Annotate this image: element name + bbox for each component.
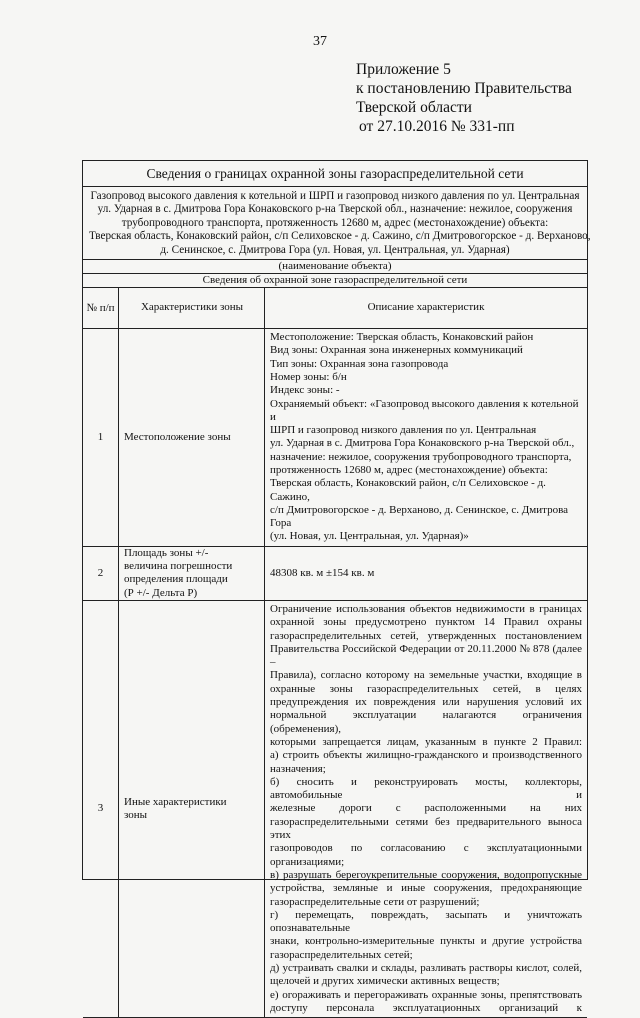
description-line: Местоположение: Тверская область, Конаковский район — [270, 331, 534, 344]
description-line: охранной зоны предусмотрено пунктом 14 Правил охраны — [270, 616, 582, 629]
characteristic-line: Иные характеристики — [124, 795, 227, 808]
description-line: Тверская область, Конаковский район, с/п Селиховское - д. Сажино, — [270, 477, 546, 503]
description-line: Правила), согласно которому на земельные участки, входящие в — [270, 669, 582, 682]
characteristic-line: зоны — [124, 809, 148, 822]
description-line: назначения; — [270, 762, 326, 775]
description-line: (ул. Новая, ул. Центральная, ул. Ударная)» — [270, 530, 469, 543]
description-line: организациями; — [270, 855, 345, 868]
object-note: (наименование объекта) — [83, 260, 587, 274]
table-row — [83, 600, 587, 1017]
description-line: охранные зоны газораспределительных сетей, в целях — [270, 682, 582, 695]
description-line: Охраняемый объект: «Газопровод высокого давления к котельной и — [270, 397, 579, 423]
row-characteristic: Местоположение зоны — [119, 329, 265, 547]
appendix-line: от 27.10.2016 № 331-пп — [359, 118, 515, 135]
description-line: газораспределительных сетей; — [270, 948, 413, 961]
characteristic-line: (Р +/- Дельта Р) — [124, 586, 198, 599]
description-line: знаки, контрольно-измерительные пункты и другие устройства — [270, 935, 582, 948]
row-num: 3 — [83, 600, 119, 1017]
description-line: ул. Ударная в с. Дмитрова Гора Конаковского р-на Тверской обл., — [270, 437, 575, 450]
description-line: устройства, земляные и иные сооружения, предохраняющие — [270, 882, 582, 895]
description-line: Вид зоны: Охранная зона инженерных коммуникаций — [270, 344, 523, 357]
description-line: Тип зоны: Охранная зона газопровода — [270, 357, 449, 370]
object-line: д. Сенинское, с. Дмитрова Гора (ул. Новая, ул. Центральная, ул. Ударная) — [160, 243, 510, 256]
row-num: 1 — [83, 329, 119, 547]
row-characteristic — [119, 546, 265, 600]
header-characteristic: Характеристики зоны — [119, 288, 265, 329]
header-num: № п/п — [83, 288, 119, 329]
description-line: доступу персонала эксплуатационных организаций к — [270, 1001, 582, 1014]
page-number: 37 — [313, 34, 327, 49]
description-line: д) устраивать свалки и склады, разливать растворы кислот, солей, — [270, 961, 582, 974]
description-line: Ограничение использования объектов недвижимости в границах — [270, 602, 582, 615]
description-line: г) перемещать, повреждать, засыпать и уничтожать опознавательные — [270, 908, 582, 935]
description-line: Номер зоны: б/н — [270, 370, 347, 383]
description-line: газораспределительных сетей, утвержденных постановлением — [270, 629, 582, 642]
characteristics-table — [83, 288, 587, 1018]
description-line: а) строить объекты жилищно-гражданского и производственного — [270, 749, 582, 762]
description-line: газораспределительные сети от разрушений; — [270, 895, 480, 908]
description-line: щелочей и других химически активных веществ; — [270, 975, 500, 988]
description-line: б) сносить и реконструировать мосты, коллекторы, автомобильные и — [270, 775, 582, 802]
description-line: протяженность 12680 м, адрес (местонахождение) объекта: — [270, 464, 548, 476]
object-name — [83, 187, 591, 260]
section-title: Сведения об охранной зоне газораспределительной сети — [83, 274, 587, 288]
description-line: Индекс зоны: - — [270, 384, 340, 397]
table-row — [83, 546, 587, 600]
description-line: Правительства Российской Федерации от 20.11.2000 № 878 (далее – — [270, 642, 582, 669]
characteristic-line: величина погрешности — [124, 560, 233, 573]
header-description: Описание характеристик — [265, 288, 588, 329]
description-line: газопроводов по согласованию с эксплуатационными — [270, 842, 582, 855]
description-line: нормальной эксплуатации налагаются ограничения (обременения), — [270, 709, 582, 735]
table-title: Сведения о границах охранной зоны газораспределительной сети — [83, 161, 587, 187]
appendix-line: Тверской области — [356, 99, 472, 116]
table-header-row — [83, 288, 587, 329]
appendix-line: к постановлению Правительства — [356, 80, 572, 97]
description-line: е) огораживать и перегораживать охранные зоны, препятствовать — [270, 988, 582, 1001]
appendix-line: Приложение 5 — [356, 61, 451, 78]
description-line: назначение: нежилое, сооружения трубопроводного транспорта, — [270, 450, 572, 463]
description-line: в) разрушать берегоукрепительные сооружения, водопропускные — [270, 868, 582, 881]
object-line: Газопровод высокого давления к котельной и ШРП и газопровод низкого давления по ул. Центральная — [90, 190, 580, 202]
row-description — [265, 329, 588, 547]
row-description — [265, 600, 588, 1017]
description-line: с/п Дмитровогорское - д. Верханово, д. Сенинское, с. Дмитрова Гора — [270, 503, 569, 530]
object-line: трубопроводного транспорта, протяженность 12680 м, адрес (местонахождение) объекта: — [121, 216, 549, 229]
row-num: 2 — [83, 546, 119, 600]
zone-info-table — [82, 160, 591, 1014]
characteristic-line: Площадь зоны +/- — [124, 546, 209, 559]
appendix-header — [356, 60, 572, 136]
description-line: предупреждения их повреждения или нарушения условий их — [270, 696, 582, 709]
object-line: Тверская область, Конаковский район, с/п Селиховское - д. Сажино, с/п Дмитровогорское - д. Верханово, — [89, 230, 591, 243]
table-row — [83, 329, 587, 547]
description-line: которыми запрещается лицам, указанным в пункте 2 Правил: — [270, 735, 582, 748]
object-line: ул. Ударная в с. Дмитрова Гора Конаковского р-на Тверской обл., назначение: нежилое, сооружения — [97, 203, 573, 216]
row-description: 48308 кв. м ±154 кв. м — [265, 546, 588, 600]
description-line: ШРП и газопровод низкого давления по ул. Центральная — [270, 424, 537, 437]
row-characteristic — [119, 600, 265, 1017]
description-line: железные дороги с расположенными на них — [270, 802, 582, 815]
characteristic-line: определения площади — [124, 573, 228, 586]
description-line: газораспределительными сетями без предварительного выноса этих — [270, 815, 582, 842]
